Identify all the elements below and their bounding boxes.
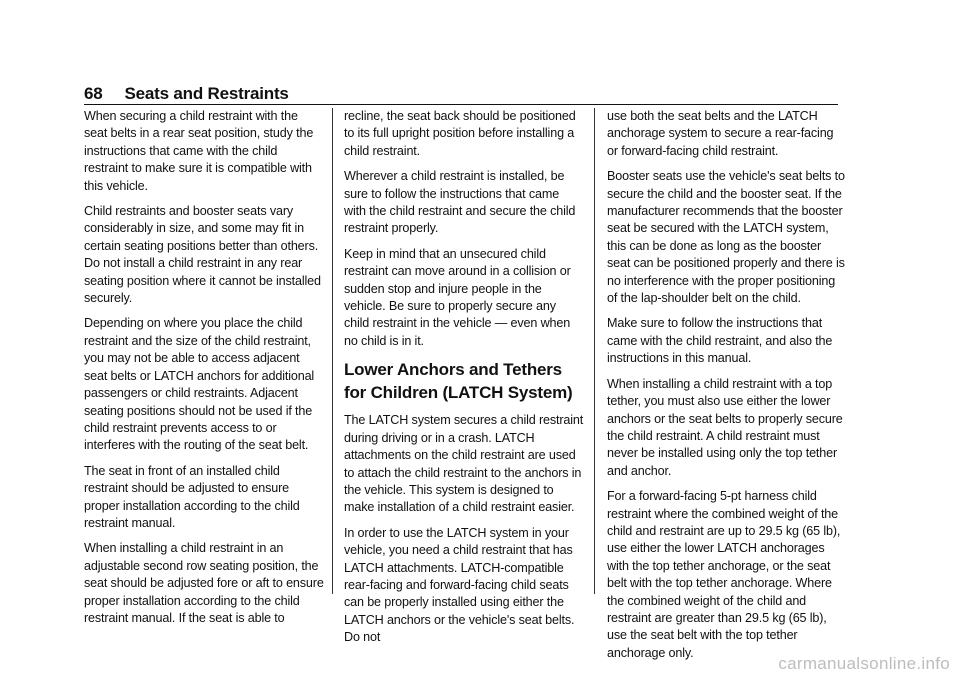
watermark: carmanualsonline.info (778, 654, 950, 673)
page-number: 68 (84, 84, 103, 103)
paragraph: The seat in front of an installed child restraint should be adjusted to ensure proper installation according to the child restraint manual. (84, 463, 300, 530)
paragraph: When installing a child restraint in an adjustable second row seating position, the seat should be adjusted fore or aft to ensure proper installation according to the child restraint manual. If the seat is able to (84, 541, 324, 625)
paragraph: The LATCH system secures a child restraint during driving or in a crash. LATCH attachments on the child restraint are used to attach the child restraint to the anchors in the vehicle. This system is designed to make installation of a child restraint easier. (344, 413, 584, 515)
paragraph: For a forward-facing 5-pt harness child restraint where the combined weight of the child and restraint are up to 29.5 kg (65 lb), use either the lower LATCH anchorages with the top tether anchorage, or the seat belt with the top tether anchorage. Where the combined weight of the child and restraint are greater than 29.5 kg (65 lb), use the seat belt with the top tether anchorage only. (607, 489, 841, 660)
page-header (84, 84, 289, 106)
paragraph: When installing a child restraint with a top tether, you must also use either the lower anchors or the seat belts to properly secure the child restraint. A child restraint must never be installed using only the top tether and anchor. (607, 376, 843, 478)
paragraph: Keep in mind that an unsecured child restraint can move around in a collision or sudden stop and injure people in the vehicle. Be sure to properly secure any child restraint in the vehicle — even when no child is in it. (344, 246, 571, 348)
paragraph: Depending on where you place the child restraint and the size of the child restraint, you may not be able to access adjacent seat belts or LATCH anchors for additional passengers or child restraints. Adjacent seating positions should not be used if the child restraint prevents access to or interferes with the routing of the seat belt. (84, 316, 315, 453)
paragraph: In order to use the LATCH system in your vehicle, you need a child restraint that has LATCH attachments. LATCH-compatible rear-facing and forward-facing child seats can be properly installed using either the LATCH anchors or the vehicle's seat belts. Do not (344, 525, 575, 645)
paragraph: Wherever a child restraint is installed, be sure to follow the instructions that came with the child restraint and secure the child restraint properly. (344, 169, 576, 236)
column-3 (607, 108, 847, 670)
column-2 (344, 108, 584, 655)
paragraph: When securing a child restraint with the seat belts in a rear seat position, study the instructions that came with the child restraint to make sure it is compatible with this vehicle. (84, 109, 314, 193)
column-divider (332, 108, 333, 594)
column-divider (594, 108, 595, 594)
paragraph: use both the seat belts and the LATCH anchorage system to secure a rear-facing or forward-facing child restraint. (607, 109, 834, 158)
paragraph: Child restraints and booster seats vary considerably in size, and some may fit in certain seating positions better than others. Do not install a child restraint in any rear seating position where it cannot be installed securely. (84, 204, 321, 306)
section-heading: Lower Anchors and Tethers for Children (LATCH System) (344, 360, 573, 403)
column-1 (84, 108, 324, 635)
paragraph: recline, the seat back should be positioned to its full upright position before installing a child restraint. (344, 109, 576, 158)
section-title: Seats and Restraints (124, 84, 289, 103)
header-rule (84, 104, 838, 105)
paragraph: Booster seats use the vehicle's seat belts to secure the child and the booster seat. If the manufacturer recommends that the booster seat be secured with the LATCH system, this can be done as long as the booster seat can be positioned properly and there is no interference with the proper positioning of the lap-shoulder belt on the child. (607, 169, 845, 306)
paragraph: Make sure to follow the instructions that came with the child restraint, and also the instructions in this manual. (607, 316, 833, 366)
